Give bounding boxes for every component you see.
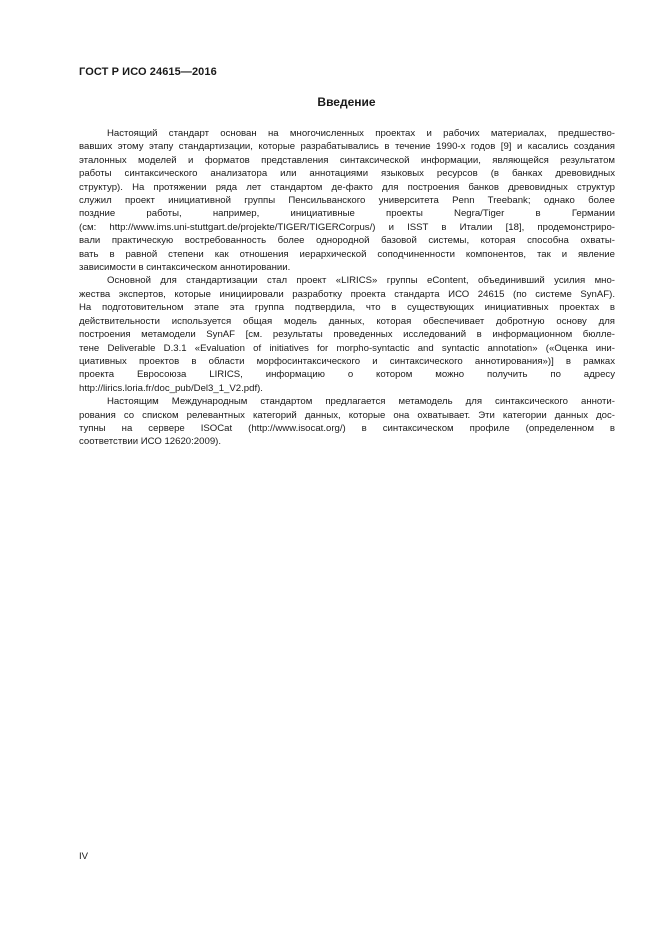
paragraph-2 — [79, 274, 615, 395]
text-line: структур). На протяжении ряда лет стандартом де-факто для построения банков древовидных структур — [79, 181, 615, 193]
document-standard-code: ГОСТ Р ИСО 24615—2016 — [79, 66, 217, 78]
text-line: Настоящий стандарт основан на многочисленных проектах и рабочих материалах, предшество- — [107, 128, 615, 139]
text-line: http://lirics.loria.fr/doc_pub/Del3_1_V2.pdf). — [79, 382, 263, 394]
section-title: Введение — [317, 95, 376, 109]
text-line: Основной для стандартизации стал проект «LIRICS» группы eContent, объединивший усилия мно- — [107, 275, 615, 287]
text-line: вали практическую востребованность более однородной базовой системы, которая способна охваты- — [79, 235, 615, 247]
document-body — [79, 127, 615, 449]
text-line: служил проект инициативной группы Пенсильванского университета Penn Treebank; однако более — [79, 195, 615, 207]
text-line: соответствии ИСО 12620:2009). — [79, 436, 222, 448]
text-line: рования со списком релевантных категорий данных, которые она охватывает. Эти категории данных дос- — [79, 409, 615, 421]
text-line: вать в равной степени как отношения иерархической соподчиненности компонентов, так и явление — [79, 248, 615, 260]
text-line: циативных проектов в области морфосинтаксического и синтаксического аннотирования»)] в рамках — [79, 355, 615, 367]
text-line: работы синтаксического анализатора или аннотациями языковых ресурсов (в банках древовидных — [79, 168, 615, 180]
page-number: IV — [79, 851, 89, 862]
text-line: поздние работы, например, инициативные проекты Negra/Tiger в Германии — [79, 208, 615, 220]
text-line: тене Deliverable D.3.1 «Evaluation of initiatives for morpho-syntactic and syntactic annotation» («Оценка ини- — [79, 342, 615, 354]
text-line: тупны на сервере ISOCat (http://www.isocat.org/) в синтаксическом профиле (определенном в — [79, 422, 615, 434]
text-line: действительности используется общая модель данных, которая обеспечивает добротную основу для — [79, 315, 615, 327]
text-line: (см: http://www.ims.uni-stuttgart.de/projekte/TIGER/TIGERCorpus/) и ISST в Италии [18], продемонстриро- — [79, 221, 615, 233]
text-line: проекта Евросоюза LIRICS, информацию о котором можно получить по адресу — [79, 369, 615, 381]
text-line: На подготовительном этапе эта группа подтвердила, что в существующих инициативных проектах в — [79, 302, 615, 314]
paragraph-3 — [79, 395, 615, 449]
paragraph-1 — [79, 127, 615, 274]
text-line: жества экспертов, которые инициировали разработку проекта стандарта ИСО 24615 (по системе SynAF). — [79, 288, 615, 300]
text-line: Настоящим Международным стандартом предлагается метамодель для синтаксического анноти- — [107, 396, 615, 408]
text-line: эталонных моделей и форматов представления синтаксической информации, являющейся результатом — [79, 154, 615, 166]
text-line: зависимости в синтаксическом аннотировании. — [79, 262, 291, 274]
text-line: вавших этому этапу стандартизации, которые разрабатывались в течение 1990-х годов [9] и касались создания — [79, 141, 615, 153]
text-line: построения метамодели SynAF [см. результаты проведенных исследований в информационном бюлле- — [79, 329, 615, 341]
